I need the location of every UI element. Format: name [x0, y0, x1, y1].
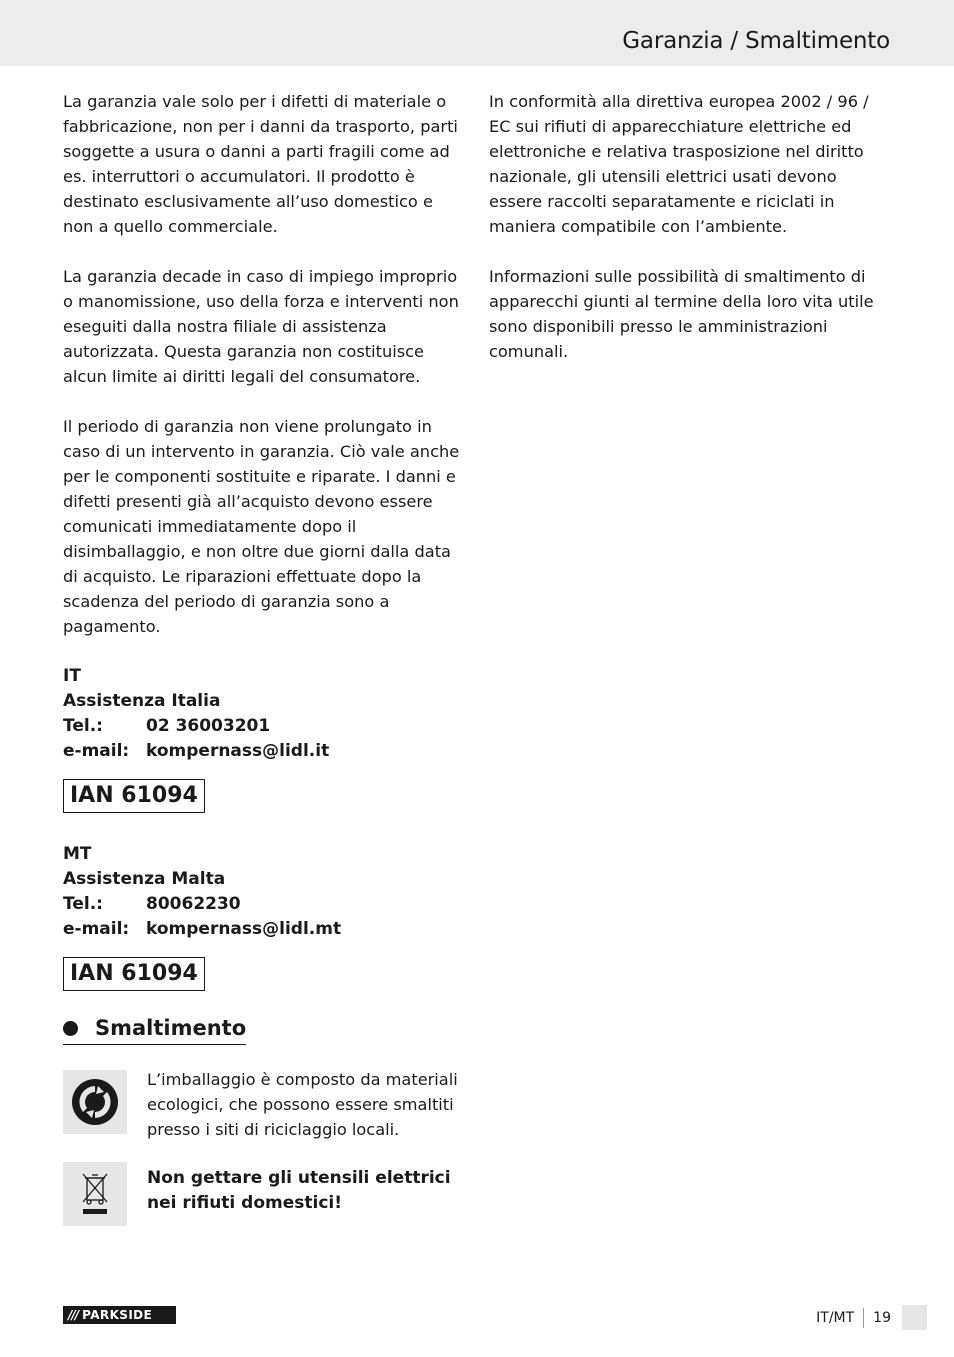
disposal-info-paragraph: Informazioni sulle possibilità di smaltimento di apparecchi giunti al termine della loro vita utile sono disponibili presso le amministrazioni comunali. [489, 267, 874, 361]
footer-page-info [816, 1304, 927, 1331]
contact-service: Assistenza Italia [63, 691, 221, 711]
contact-tel-row [63, 714, 463, 739]
email-label: e-mail: [63, 741, 130, 761]
contact-email-row [63, 917, 463, 942]
contact-country: MT [63, 844, 92, 864]
tel-label: Tel.: [63, 716, 103, 736]
contact-tel-row [63, 892, 463, 917]
contact-block-it [63, 664, 463, 764]
disposal-heading [63, 1013, 246, 1045]
contact-country: IT [63, 666, 81, 686]
packaging-text: L’imballaggio è composto da materiali ecologici, che possono essere smaltiti presso i siti di riciclaggio locali. [147, 1070, 458, 1139]
ian-box-it: IAN 61094 [63, 779, 205, 813]
brand-name: PARKSIDE [82, 1308, 153, 1322]
warranty-paragraph-2: La garanzia decade in caso di impiego improprio o manomissione, uso della forza e interventi non eseguiti dalla nostra filiale di assistenza autorizzata. Questa garanzia non costituisce alcun limite ai diritti legali del consumatore. [63, 267, 459, 386]
logo-slashes-icon: /// [68, 1308, 79, 1322]
directive-paragraph: In conformità alla direttiva europea 2002 / 96 / EC sui rifiuti di apparecchiature elettriche ed elettroniche e relativa trasposizione nel diritto nazionale, gli utensili elettrici usati devono essere raccolti separatamente e riciclati in maniera compatibile con l’ambiente. [489, 92, 869, 236]
left-column [63, 89, 463, 1226]
bullet-icon [63, 1021, 78, 1036]
crossed-bin-icon [63, 1162, 127, 1226]
green-dot-recycle-icon [63, 1070, 127, 1134]
warranty-paragraph-3: Il periodo di garanzia non viene prolungato in caso di un intervento in garanzia. Ciò vale anche per le componenti sostituite e riparate. I danni e difetti presenti già all’acquisto devono essere comunicati immediatamente dopo il disimballaggio, e non oltre due giorni dalla data di acquisto. Le riparazioni effettuate dopo la scadenza del periodo di garanzia sono a pagamento. [63, 417, 460, 636]
contact-service: Assistenza Malta [63, 869, 226, 889]
footer-divider [863, 1308, 864, 1328]
ian-box-mt: IAN 61094 [63, 957, 205, 991]
contact-email-row [63, 739, 463, 764]
contact-block-mt [63, 842, 463, 942]
language-code: IT/MT [816, 1309, 855, 1326]
page-title: Garanzia / Smaltimento [622, 28, 890, 54]
weee-row [63, 1162, 463, 1226]
disposal-heading-text: Smaltimento [95, 1016, 247, 1040]
email-link[interactable]: kompernass@lidl.it [146, 741, 330, 761]
page-header [0, 0, 954, 66]
packaging-row [63, 1070, 463, 1142]
tel-value: 80062230 [146, 894, 241, 914]
right-column [489, 89, 894, 389]
email-label: e-mail: [63, 919, 130, 939]
tel-label: Tel.: [63, 894, 103, 914]
page-number: 19 [873, 1309, 891, 1326]
parkside-logo [63, 1306, 176, 1324]
warranty-paragraph-1: La garanzia vale solo per i difetti di materiale o fabbricazione, non per i danni da trasporto, parti soggette a usura o danni a parti fragili come ad es. interruttori o accumulatori. Il prodotto è destinato esclusivamente all’uso domestico e non a quello commerciale. [63, 92, 458, 236]
weee-text: Non gettare gli utensili elettrici nei rifiuti domestici! [147, 1168, 451, 1213]
page-tab-marker [902, 1305, 927, 1330]
tel-value: 02 36003201 [146, 716, 271, 736]
email-link[interactable]: kompernass@lidl.mt [146, 919, 342, 939]
